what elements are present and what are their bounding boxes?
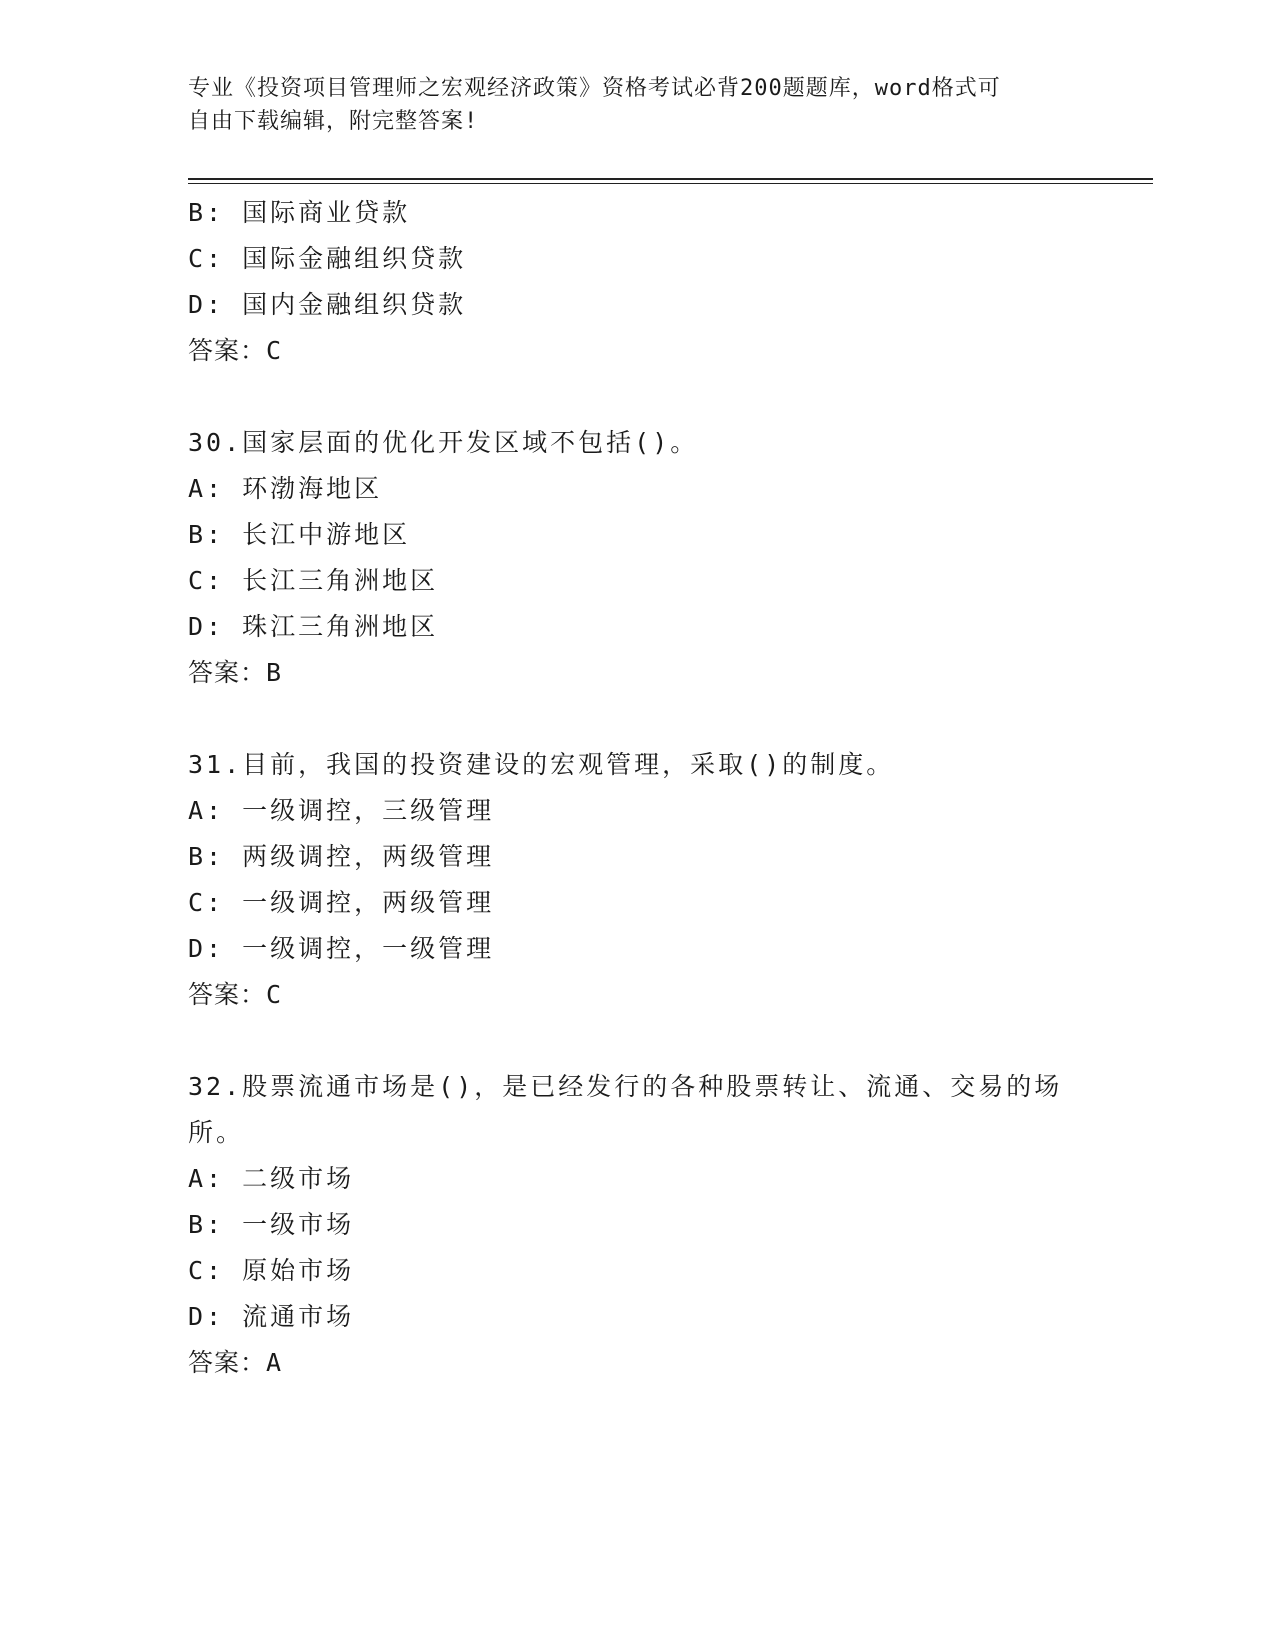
question-content — [188, 190, 1088, 1386]
answer-line — [188, 972, 1088, 1018]
answer-label: 答案： — [188, 658, 267, 687]
option-d: D: 国内金融组织贷款 — [188, 290, 467, 319]
header-rule-thick — [188, 178, 1153, 180]
option-c: C: 长江三角洲地区 — [188, 566, 439, 595]
option-d: D: 流通市场 — [188, 1302, 355, 1331]
header-line-1: 专业《投资项目管理师之宏观经济政策》资格考试必背200题题库，word格式可 — [188, 76, 1001, 101]
answer-line — [188, 1340, 1088, 1386]
question-30 — [188, 420, 1088, 696]
answer-label: 答案： — [188, 980, 267, 1009]
question-text: 31.目前，我国的投资建设的宏观管理，采取()的制度。 — [188, 750, 895, 779]
spacer — [188, 696, 1088, 742]
question-31 — [188, 742, 1088, 1018]
spacer — [188, 1018, 1088, 1064]
spacer — [188, 374, 1088, 420]
option-b: B: 一级市场 — [188, 1210, 355, 1239]
option-a: A: 一级调控，三级管理 — [188, 796, 495, 825]
document-header — [188, 72, 1088, 138]
answer-label: 答案： — [188, 1348, 267, 1377]
option-d: D: 一级调控，一级管理 — [188, 934, 495, 963]
answer-value: C — [266, 336, 283, 365]
partial-question — [188, 190, 1088, 374]
option-b: B: 国际商业贷款 — [188, 198, 411, 227]
header-rule-thin — [188, 183, 1153, 184]
option-b: B: 长江中游地区 — [188, 520, 411, 549]
option-a: A: 环渤海地区 — [188, 474, 383, 503]
answer-value: A — [266, 1348, 283, 1377]
header-line-2: 自由下载编辑，附完整答案! — [188, 109, 479, 134]
answer-value: C — [266, 980, 283, 1009]
answer-line — [188, 328, 1088, 374]
option-d: D: 珠江三角洲地区 — [188, 612, 439, 641]
question-text: 30.国家层面的优化开发区域不包括()。 — [188, 428, 699, 457]
answer-label: 答案： — [188, 336, 267, 365]
option-a: A: 二级市场 — [188, 1164, 355, 1193]
option-c: C: 一级调控，两级管理 — [188, 888, 495, 917]
question-32 — [188, 1064, 1088, 1386]
option-c: C: 国际金融组织贷款 — [188, 244, 467, 273]
option-b: B: 两级调控，两级管理 — [188, 842, 495, 871]
question-text: 32.股票流通市场是()，是已经发行的各种股票转让、流通、交易的场所。 — [188, 1072, 1063, 1147]
answer-value: B — [266, 658, 283, 687]
answer-line — [188, 650, 1088, 696]
option-c: C: 原始市场 — [188, 1256, 355, 1285]
